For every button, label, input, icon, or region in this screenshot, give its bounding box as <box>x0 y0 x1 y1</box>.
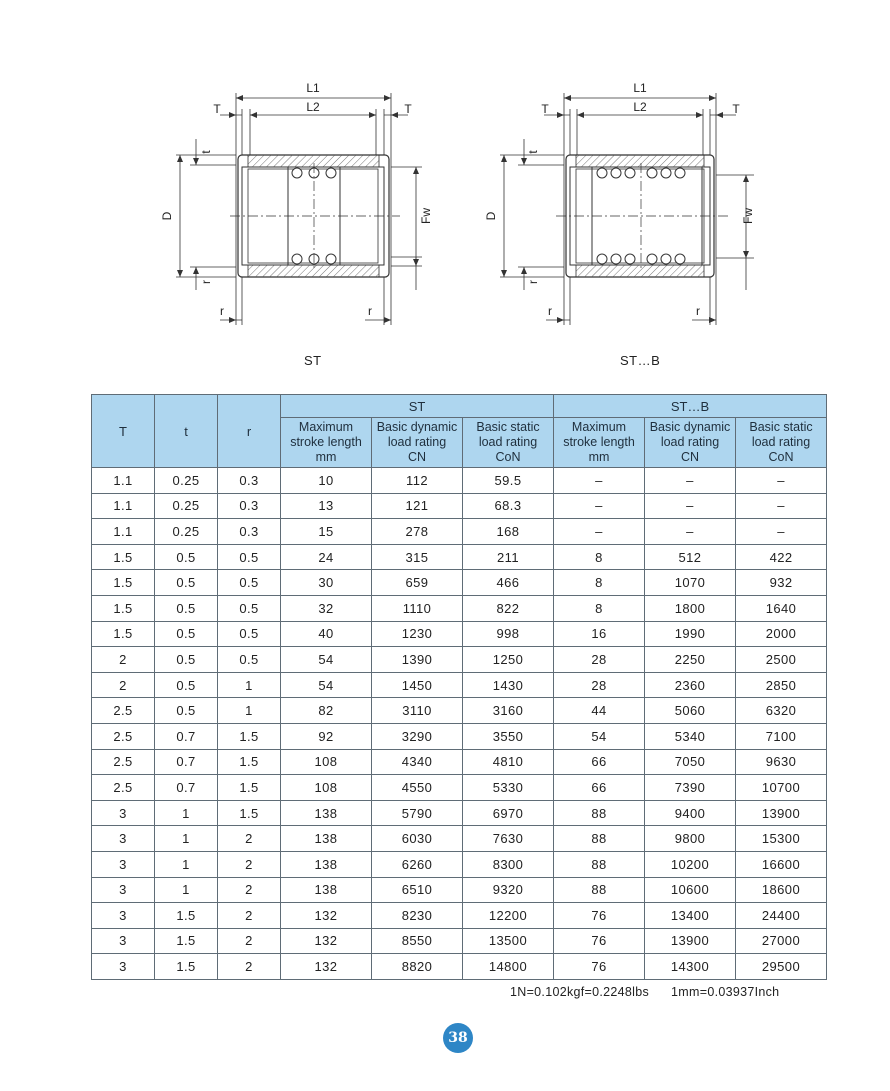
table-row <box>92 877 827 903</box>
cell-stb-static: – <box>736 493 827 519</box>
cell-t-upper: 1.5 <box>92 570 155 596</box>
cell-stb-stroke: 66 <box>554 749 645 775</box>
cell-t-lower: 0.5 <box>155 570 218 596</box>
label-fw: Fw <box>741 208 755 224</box>
cell-stb-dynamic: 7050 <box>645 749 736 775</box>
table-row <box>92 775 827 801</box>
cell-t-upper: 1.5 <box>92 621 155 647</box>
cell-st-dynamic: 3290 <box>372 723 463 749</box>
cell-st-stroke: 138 <box>281 826 372 852</box>
cell-stb-static: 16600 <box>736 851 827 877</box>
cell-st-static: 3550 <box>463 723 554 749</box>
cell-st-stroke: 82 <box>281 698 372 724</box>
cell-stb-stroke: 8 <box>554 544 645 570</box>
stb-technical-drawing <box>482 75 762 335</box>
table-row <box>92 851 827 877</box>
cell-t-lower: 0.7 <box>155 723 218 749</box>
cell-t-lower: 0.5 <box>155 595 218 621</box>
cell-r: 1.5 <box>218 749 281 775</box>
label-t-right: T <box>404 102 412 116</box>
cell-st-dynamic: 1110 <box>372 595 463 621</box>
cell-st-dynamic: 659 <box>372 570 463 596</box>
cell-st-static: 13500 <box>463 928 554 954</box>
cell-r: 0.5 <box>218 570 281 596</box>
cell-stb-dynamic: 5340 <box>645 723 736 749</box>
cell-st-stroke: 10 <box>281 468 372 494</box>
unit-footnote <box>510 985 779 999</box>
cell-st-stroke: 54 <box>281 672 372 698</box>
cell-stb-stroke: 16 <box>554 621 645 647</box>
cell-stb-static: 932 <box>736 570 827 596</box>
cell-r: 1.5 <box>218 775 281 801</box>
cell-stb-dynamic: 7390 <box>645 775 736 801</box>
cell-st-stroke: 108 <box>281 775 372 801</box>
cell-t-upper: 3 <box>92 954 155 980</box>
cell-st-dynamic: 4340 <box>372 749 463 775</box>
label-r-side: r <box>526 280 540 284</box>
cell-st-stroke: 92 <box>281 723 372 749</box>
label-l2: L2 <box>633 100 647 114</box>
label-d: D <box>484 211 498 221</box>
cell-r: 0.5 <box>218 595 281 621</box>
table-row <box>92 826 827 852</box>
cell-t-lower: 0.25 <box>155 519 218 545</box>
cell-t-upper: 3 <box>92 877 155 903</box>
cell-st-dynamic: 121 <box>372 493 463 519</box>
cell-stb-static: 13900 <box>736 800 827 826</box>
cell-stb-stroke: 88 <box>554 800 645 826</box>
cell-t-lower: 1 <box>155 826 218 852</box>
header-t-upper: T <box>92 395 155 468</box>
label-l2: L2 <box>306 100 320 114</box>
table-row <box>92 800 827 826</box>
label-t-small: t <box>199 150 213 154</box>
cell-t-lower: 1 <box>155 800 218 826</box>
cell-st-static: 7630 <box>463 826 554 852</box>
cell-r: 0.5 <box>218 647 281 673</box>
label-d: D <box>160 211 174 221</box>
table-row <box>92 954 827 980</box>
cell-st-static: 68.3 <box>463 493 554 519</box>
cell-t-lower: 0.7 <box>155 775 218 801</box>
cell-t-upper: 2 <box>92 672 155 698</box>
cell-stb-stroke: 8 <box>554 570 645 596</box>
cell-t-lower: 1 <box>155 877 218 903</box>
cell-r: 1.5 <box>218 723 281 749</box>
cell-st-static: 8300 <box>463 851 554 877</box>
cell-stb-static: 15300 <box>736 826 827 852</box>
header-row-groups <box>92 395 827 418</box>
cell-stb-static: – <box>736 468 827 494</box>
cell-r: 0.3 <box>218 519 281 545</box>
cell-r: 0.5 <box>218 544 281 570</box>
cell-st-dynamic: 8820 <box>372 954 463 980</box>
cell-r: 2 <box>218 903 281 929</box>
table-row <box>92 928 827 954</box>
cell-st-stroke: 30 <box>281 570 372 596</box>
cell-st-stroke: 138 <box>281 877 372 903</box>
header-group-st: ST <box>281 395 554 418</box>
footnote-length: 1mm=0.03937Inch <box>671 985 780 999</box>
spec-table <box>91 394 827 980</box>
cell-stb-static: 18600 <box>736 877 827 903</box>
table-row <box>92 468 827 494</box>
label-l1: L1 <box>306 81 320 95</box>
cell-t-upper: 1.1 <box>92 468 155 494</box>
cell-r: 0.3 <box>218 493 281 519</box>
cell-t-lower: 1 <box>155 851 218 877</box>
cell-stb-dynamic: 512 <box>645 544 736 570</box>
cell-r: 2 <box>218 954 281 980</box>
cell-stb-static: 422 <box>736 544 827 570</box>
cell-stb-dynamic: 1990 <box>645 621 736 647</box>
cell-stb-static: – <box>736 519 827 545</box>
cell-st-stroke: 138 <box>281 800 372 826</box>
cell-st-stroke: 32 <box>281 595 372 621</box>
cell-t-upper: 3 <box>92 851 155 877</box>
cell-stb-dynamic: 9800 <box>645 826 736 852</box>
cell-st-static: 211 <box>463 544 554 570</box>
cell-st-stroke: 24 <box>281 544 372 570</box>
cell-t-upper: 1.1 <box>92 519 155 545</box>
cell-st-static: 4810 <box>463 749 554 775</box>
cell-r: 0.5 <box>218 621 281 647</box>
label-t-left: T <box>541 102 549 116</box>
cell-st-dynamic: 1390 <box>372 647 463 673</box>
spec-table-body <box>92 468 827 980</box>
header-r: r <box>218 395 281 468</box>
cell-stb-dynamic: 1800 <box>645 595 736 621</box>
cell-stb-dynamic: 2360 <box>645 672 736 698</box>
cell-t-upper: 1.5 <box>92 544 155 570</box>
cell-t-upper: 3 <box>92 826 155 852</box>
table-row <box>92 519 827 545</box>
cell-st-dynamic: 5790 <box>372 800 463 826</box>
cell-t-lower: 0.5 <box>155 621 218 647</box>
cell-stb-stroke: 76 <box>554 903 645 929</box>
cell-st-dynamic: 6260 <box>372 851 463 877</box>
cell-t-lower: 0.5 <box>155 544 218 570</box>
cell-st-stroke: 13 <box>281 493 372 519</box>
cell-stb-static: 2850 <box>736 672 827 698</box>
cell-stb-stroke: 88 <box>554 826 645 852</box>
cell-stb-stroke: 88 <box>554 877 645 903</box>
cell-stb-static: 29500 <box>736 954 827 980</box>
drawing-stb <box>482 75 762 335</box>
cell-stb-stroke: 76 <box>554 954 645 980</box>
cell-t-upper: 2 <box>92 647 155 673</box>
cell-stb-dynamic: 2250 <box>645 647 736 673</box>
table-row <box>92 672 827 698</box>
caption-st: ST <box>304 353 322 368</box>
cell-t-lower: 0.7 <box>155 749 218 775</box>
cell-stb-dynamic: 5060 <box>645 698 736 724</box>
cell-stb-static: 1640 <box>736 595 827 621</box>
cell-st-dynamic: 4550 <box>372 775 463 801</box>
cell-r: 2 <box>218 851 281 877</box>
cell-t-upper: 2.5 <box>92 723 155 749</box>
table-row <box>92 903 827 929</box>
label-t-right: T <box>732 102 740 116</box>
cell-st-dynamic: 278 <box>372 519 463 545</box>
cell-r: 2 <box>218 928 281 954</box>
footnote-force: 1N=0.102kgf=0.2248lbs <box>510 985 650 999</box>
cell-st-dynamic: 8230 <box>372 903 463 929</box>
cell-t-upper: 3 <box>92 903 155 929</box>
cell-st-stroke: 54 <box>281 647 372 673</box>
cell-st-dynamic: 1230 <box>372 621 463 647</box>
cell-r: 1 <box>218 672 281 698</box>
header-stb-static: Basic static load rating CoN <box>736 418 827 468</box>
cell-stb-static: 27000 <box>736 928 827 954</box>
cell-r: 1.5 <box>218 800 281 826</box>
label-t-left: T <box>213 102 221 116</box>
cell-st-static: 466 <box>463 570 554 596</box>
cell-t-lower: 0.5 <box>155 698 218 724</box>
cell-stb-static: 10700 <box>736 775 827 801</box>
cell-stb-dynamic: – <box>645 519 736 545</box>
cell-st-stroke: 132 <box>281 903 372 929</box>
cell-st-dynamic: 1450 <box>372 672 463 698</box>
cell-st-dynamic: 6030 <box>372 826 463 852</box>
cell-stb-dynamic: 13900 <box>645 928 736 954</box>
cell-t-upper: 1.5 <box>92 595 155 621</box>
cell-st-static: 822 <box>463 595 554 621</box>
cell-stb-stroke: – <box>554 519 645 545</box>
page-number-badge: 38 <box>443 1023 473 1053</box>
cell-stb-static: 2500 <box>736 647 827 673</box>
drawing-st <box>160 75 433 335</box>
cell-t-lower: 0.5 <box>155 647 218 673</box>
cell-st-stroke: 108 <box>281 749 372 775</box>
cell-t-upper: 2.5 <box>92 775 155 801</box>
cell-t-upper: 1.1 <box>92 493 155 519</box>
cell-t-lower: 1.5 <box>155 954 218 980</box>
table-row <box>92 595 827 621</box>
table-row <box>92 723 827 749</box>
cell-stb-static: 7100 <box>736 723 827 749</box>
cell-stb-stroke: 66 <box>554 775 645 801</box>
cell-st-dynamic: 315 <box>372 544 463 570</box>
cell-stb-static: 9630 <box>736 749 827 775</box>
cell-t-upper: 2.5 <box>92 749 155 775</box>
cell-st-static: 1430 <box>463 672 554 698</box>
label-l1: L1 <box>633 81 647 95</box>
cell-stb-stroke: 54 <box>554 723 645 749</box>
label-r-bottom-right: r <box>368 304 372 318</box>
cell-t-upper: 2.5 <box>92 698 155 724</box>
cell-st-dynamic: 8550 <box>372 928 463 954</box>
cell-stb-dynamic: – <box>645 468 736 494</box>
cell-t-lower: 0.25 <box>155 468 218 494</box>
table-row <box>92 749 827 775</box>
label-r-bottom-left: r <box>220 304 224 318</box>
cell-stb-stroke: 8 <box>554 595 645 621</box>
header-stb-stroke: Maximum stroke length mm <box>554 418 645 468</box>
cell-st-static: 12200 <box>463 903 554 929</box>
cell-st-dynamic: 112 <box>372 468 463 494</box>
cell-st-dynamic: 6510 <box>372 877 463 903</box>
cell-r: 1 <box>218 698 281 724</box>
cell-stb-stroke: 28 <box>554 672 645 698</box>
cell-stb-static: 24400 <box>736 903 827 929</box>
cell-stb-dynamic: – <box>645 493 736 519</box>
cell-stb-dynamic: 14300 <box>645 954 736 980</box>
cell-t-lower: 0.5 <box>155 672 218 698</box>
cell-st-static: 9320 <box>463 877 554 903</box>
cell-r: 2 <box>218 877 281 903</box>
cell-stb-stroke: 28 <box>554 647 645 673</box>
cell-st-static: 5330 <box>463 775 554 801</box>
cell-r: 2 <box>218 826 281 852</box>
cell-st-dynamic: 3110 <box>372 698 463 724</box>
header-group-stb: ST…B <box>554 395 827 418</box>
label-t-small: t <box>526 150 540 154</box>
cell-r: 0.3 <box>218 468 281 494</box>
cell-st-stroke: 15 <box>281 519 372 545</box>
cell-stb-static: 2000 <box>736 621 827 647</box>
cell-st-stroke: 138 <box>281 851 372 877</box>
cell-st-static: 6970 <box>463 800 554 826</box>
cell-t-lower: 1.5 <box>155 928 218 954</box>
cell-stb-stroke: 88 <box>554 851 645 877</box>
header-stb-dynamic: Basic dynamic load rating CN <box>645 418 736 468</box>
header-st-dynamic: Basic dynamic load rating CN <box>372 418 463 468</box>
cell-t-lower: 0.25 <box>155 493 218 519</box>
cell-stb-stroke: 76 <box>554 928 645 954</box>
label-r-bottom-right: r <box>696 304 700 318</box>
cell-st-static: 14800 <box>463 954 554 980</box>
cell-st-static: 168 <box>463 519 554 545</box>
label-r-bottom-left: r <box>548 304 552 318</box>
cell-st-static: 59.5 <box>463 468 554 494</box>
cell-stb-dynamic: 10200 <box>645 851 736 877</box>
cell-st-stroke: 40 <box>281 621 372 647</box>
label-r-side: r <box>199 280 213 284</box>
st-technical-drawing <box>160 75 433 335</box>
table-row <box>92 698 827 724</box>
header-t-lower: t <box>155 395 218 468</box>
cell-t-lower: 1.5 <box>155 903 218 929</box>
cell-stb-dynamic: 9400 <box>645 800 736 826</box>
table-row <box>92 544 827 570</box>
table-row <box>92 570 827 596</box>
caption-stb: ST…B <box>620 353 661 368</box>
cell-st-static: 998 <box>463 621 554 647</box>
label-fw: Fw <box>419 208 433 224</box>
header-st-stroke: Maximum stroke length mm <box>281 418 372 468</box>
cell-stb-stroke: – <box>554 468 645 494</box>
cell-st-static: 3160 <box>463 698 554 724</box>
header-st-static: Basic static load rating CoN <box>463 418 554 468</box>
cell-st-stroke: 132 <box>281 928 372 954</box>
cell-stb-dynamic: 1070 <box>645 570 736 596</box>
cell-stb-stroke: – <box>554 493 645 519</box>
cell-st-static: 1250 <box>463 647 554 673</box>
table-row <box>92 647 827 673</box>
cell-stb-dynamic: 13400 <box>645 903 736 929</box>
table-row <box>92 493 827 519</box>
table-row <box>92 621 827 647</box>
cell-stb-stroke: 44 <box>554 698 645 724</box>
cell-stb-dynamic: 10600 <box>645 877 736 903</box>
cell-t-upper: 3 <box>92 800 155 826</box>
cell-stb-static: 6320 <box>736 698 827 724</box>
cell-st-stroke: 132 <box>281 954 372 980</box>
cell-t-upper: 3 <box>92 928 155 954</box>
